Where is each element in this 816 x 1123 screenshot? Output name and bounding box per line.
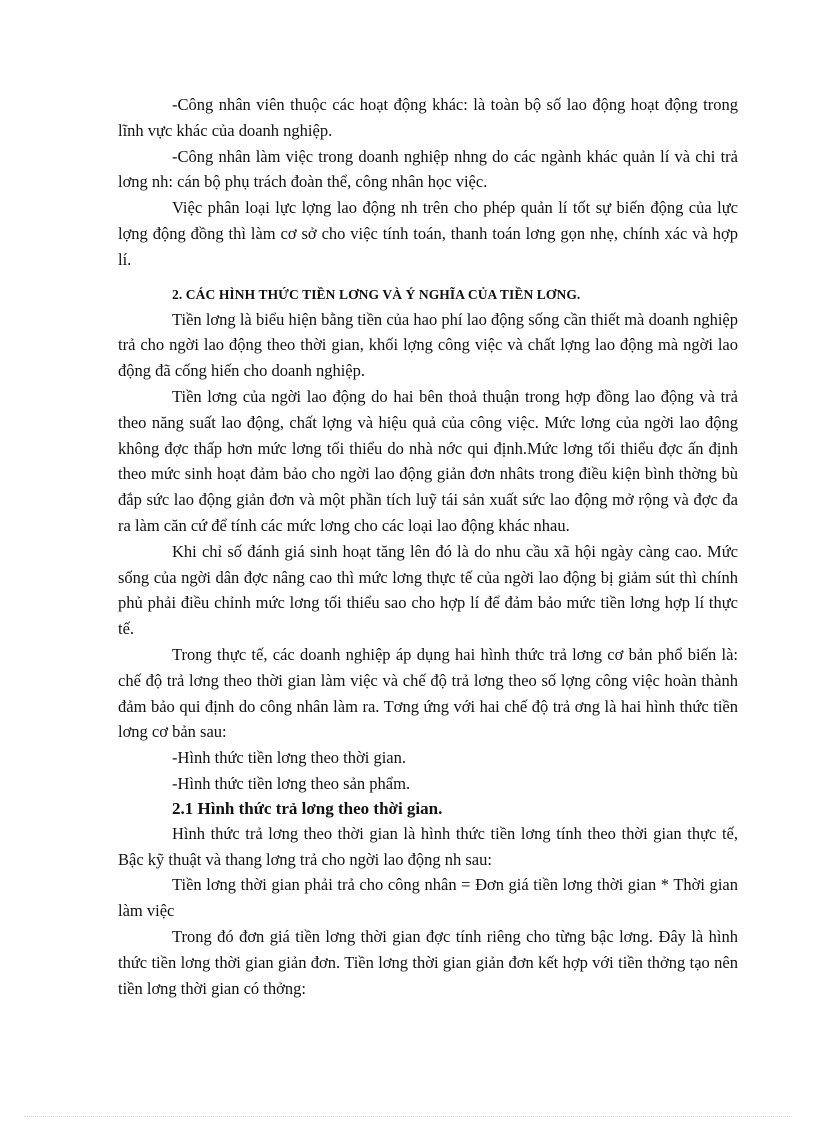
section-heading: 2. CÁC HÌNH THỨC TIỀN LƠNG VÀ Ý NGHĨA CỦA TIỀN LƠNG.	[172, 286, 581, 302]
paragraph: Hình thức trả lơng theo thời gian là hình thức tiền lơng tính theo thời gian thực tế, Bậc kỹ thuật và thang lơng trả cho ngời lao động nh sau:	[118, 823, 738, 869]
paragraph: -Công nhân làm việc trong doanh nghiệp nhng do các ngành khác quản lí và chi trả lơng nh: cán bộ phụ trách đoàn thể, công nhân học việc.	[118, 146, 738, 192]
paragraph: Trong đó đơn giá tiền lơng thời gian đợc tính riêng cho từng bậc lơng. Đây là hình thức tiền lơng thời gian giản đơn. Tiền lơng thời gian giản đơn kết hợp với tiền thởng tạo nên tiền lơng thời gian có thởng:	[118, 926, 738, 998]
list-item: -Hình thức tiền lơng theo thời gian.	[172, 748, 406, 768]
paragraph: Khi chỉ số đánh giá sinh hoạt tăng lên đó là do nhu cầu xã hội ngày càng cao. Mức sống của ngời dân đợc nâng cao thì mức lơng thực tế của ngời lao động bị giảm sút thì chính phủ phải điều chỉnh mức lơng tối thiểu sao cho hợp lí để đảm bảo mức tiền lơng hợp lí thực tế.	[118, 541, 738, 639]
formula-paragraph: Tiền lơng thời gian phải trả cho công nhân = Đơn giá tiền lơng thời gian * Thời gian làm việc	[118, 875, 738, 921]
paragraph: Tiền lơng là biểu hiện bằng tiền của hao phí lao động sống cần thiết mà doanh nghiệp trả cho ngời lao động theo thời gian, khối lợng công việc và chất lợng lao động mà ngời lao động đã cống hiến cho doanh nghiệp.	[118, 309, 738, 381]
paragraph: -Công nhân viên thuộc các hoạt động khác: là toàn bộ số lao động hoạt động trong lĩnh vực khác của doanh nghiệp.	[118, 95, 738, 140]
paragraph: Việc phân loại lực lợng lao động nh trên cho phép quản lí tốt sự biến động của lực lợng động đồng thì làm cơ sở cho việc tính toán, thanh toán lơng gọn nhẹ, chính xác và hợp lí.	[118, 198, 738, 269]
paragraph: Trong thực tế, các doanh nghiệp áp dụng hai hình thức trả lơng cơ bản phổ biến là: chế độ trả lơng theo thời gian làm việc và chế độ trả lơng theo số lợng công việc hoàn thành đảm bảo qui định do công nhân làm ra. Tơng ứng với hai chế độ trả ơng là hai hình thức tiền lơng cơ bản sau:	[118, 644, 738, 742]
subsection-heading: 2.1 Hình thức trả lơng theo thời gian.	[172, 798, 443, 818]
list-item: -Hình thức tiền lơng theo sản phẩm.	[172, 773, 411, 793]
document-page	[118, 92, 738, 1001]
paragraph: Tiền lơng của ngời lao động do hai bên thoả thuận trong hợp đồng lao động và trả theo năng suất lao động, chất lợng và hiệu quả của công việc. Mức lơng của ngời lao động không đợc thấp hơn mức lơng tối thiểu do nhà nớc qui định.Mức lơng tối thiểu đợc ấn định theo mức sinh hoạt đảm bảo cho ngời lao động giản đơn nhâts trong điều kiện bình thờng bù đắp sức lao động giản đơn và một phần tích luỹ tái sản xuất sức lao động mở rộng và đợc đa ra làm căn cứ để tính các mức lơng cho các loại lao động khác nhau.	[118, 386, 738, 535]
footer-divider	[24, 1116, 792, 1117]
